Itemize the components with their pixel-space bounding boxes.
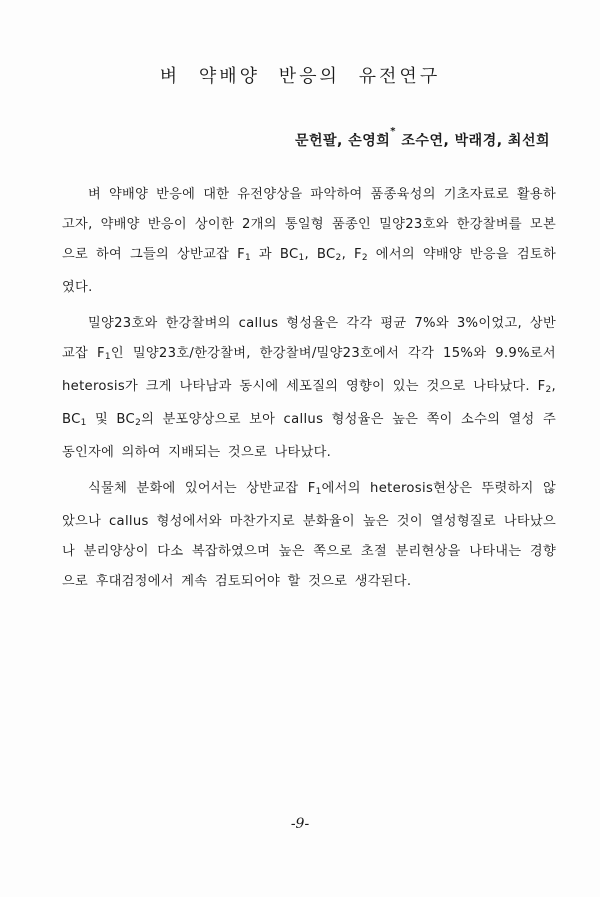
paragraph-text: 에서의 약배양 반응을 검토하였다.	[62, 247, 556, 295]
paragraph-text: , BC	[62, 379, 556, 427]
paragraph-text: 과 BC	[250, 247, 299, 262]
author-names-first: 문헌팔, 손영희	[294, 133, 391, 149]
subscript: 2	[335, 253, 342, 263]
author-affiliation-marker: *	[390, 126, 397, 137]
paragraph-text: , F	[341, 247, 362, 262]
subscript: 1	[244, 253, 251, 263]
paper-title: 벼 약배양 반응의 유전연구	[159, 66, 441, 87]
subscript: 2	[135, 418, 142, 428]
subscript: 1	[315, 487, 322, 497]
subscript: 2	[361, 253, 368, 263]
subscript: 2	[545, 385, 552, 395]
subscript: 1	[80, 418, 87, 428]
abstract-paragraph-1	[62, 180, 556, 303]
subscript: 1	[104, 352, 111, 362]
paragraph-text: 벼 약배양 반응에 대한 유전양상을 파악하여 품종육성의 기초자료로 활용하고자, 약배양 반응이 상이한 2개의 통일형 품종인 밀양23호와 한강찰벼를 모본으로 하여 그들의 상반교잡 F	[62, 187, 556, 262]
paragraph-text: 에서의 heterosis현상은 뚜렷하지 않았으나 callus 형성에서와 마찬가지로 분화율이 높은 것이 열성형질로 나타났으나 분리양상이 다소 복잡하였으며 높은 쪽으로 초절 분리현상을 나타내는 경향으로 후대검정에서 계속 검토되어야 할 것으로 생각된다.	[62, 481, 557, 589]
paragraph-text: 식물체 분화에 있어서는 상반교잡 F	[88, 481, 316, 496]
paragraph-text: 밀양23호와 한강찰벼의 callus 형성율은 각각 평균 7%와 3%이었고, 상반교잡 F	[62, 316, 556, 361]
paragraph-text: 및 BC	[86, 412, 136, 427]
paragraph-text: 인 밀양23호/한강찰벼, 한강찰벼/밀양23호에서 각각 15%와 9.9%로서 heterosis가 크게 나타남과 동시에 세포질의 영향이 있는 것으로 나타났다. F	[62, 346, 556, 394]
abstract-body	[62, 180, 556, 603]
paragraph-text: 의 분포양상으로 보아 callus 형성율은 높은 쪽이 소수의 열성 주동인자에 의하여 지배되는 것으로 나타났다.	[62, 412, 556, 460]
author-names-rest: 조수연, 박래경, 최선희	[396, 133, 550, 149]
author-list	[294, 126, 550, 150]
subscript: 1	[298, 253, 305, 263]
paragraph-text: , BC	[304, 247, 336, 262]
abstract-paragraph-2	[62, 309, 556, 468]
abstract-paragraph-3	[62, 474, 556, 597]
page-number: -9-	[290, 816, 310, 832]
